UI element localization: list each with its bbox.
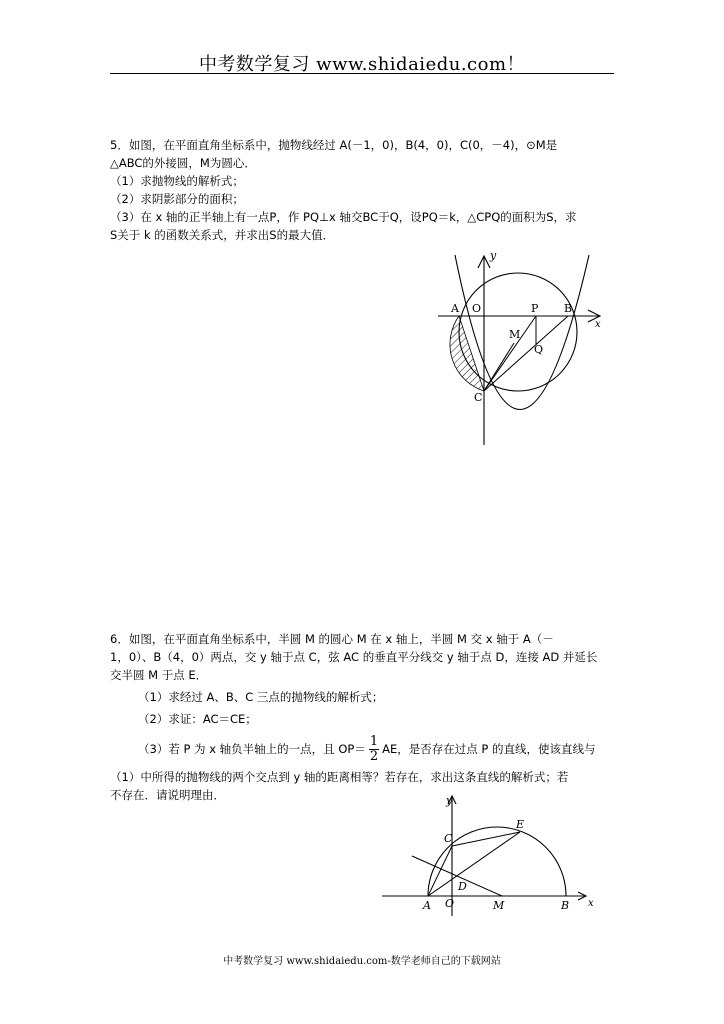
q6-figure	[376, 790, 608, 920]
label-point-c: C	[474, 391, 483, 404]
q5-line-2: △ABC的外接圆，M为圆心．	[110, 156, 256, 170]
page-header-title: 中考数学复习 www.shidaiedu.com！	[198, 54, 526, 75]
q5-line-4: （2）求阴影部分的面积；	[110, 192, 244, 206]
label-point-e: E	[516, 818, 525, 831]
label-point-b: B	[561, 899, 570, 912]
q6-line-6-start: （3）若 P 为 x 轴负半轴上的一点，且 OP＝	[138, 742, 366, 756]
q6-line-8: 不存在．请说明理由．	[110, 788, 225, 802]
q5-line-1: 5．如图，在平面直角坐标系中，抛物线经过 A(－1，0)，B(4，0)，C(0，－4)，⊙M是	[110, 138, 558, 152]
label-point-o: O	[445, 897, 455, 910]
q5-line-3: （1）求抛物线的解析式；	[110, 174, 244, 188]
q6-line-7: （1）中所得的抛物线的两个交点到 y 轴的距离相等？若存在，求出这条直线的解析式；若	[110, 770, 569, 784]
label-y-axis: y	[490, 249, 497, 262]
q5-figure	[428, 248, 612, 450]
fraction-numerator: 1	[369, 734, 379, 749]
shaded-region	[450, 316, 484, 391]
q6-line-6-end: AE，是否存在过点 P 的直线，使该直线与	[382, 742, 596, 756]
label-point-a: A	[423, 899, 431, 912]
label-point-b: B	[564, 302, 573, 315]
q6-line-6	[110, 734, 597, 764]
fraction-denominator: 2	[369, 749, 379, 764]
label-point-d: D	[458, 880, 467, 893]
segment-cb	[484, 316, 568, 391]
label-x-axis: x	[588, 898, 594, 909]
label-point-q: Q	[534, 343, 544, 356]
label-point-m: M	[509, 328, 521, 341]
label-y-axis: y	[446, 794, 453, 807]
q6-line-2: 1，0）、B（4，0）两点，交 y 轴于点 C，弦 AC 的垂直平分线交 y 轴于点 D，连接 AD 并延长	[110, 650, 598, 664]
q5-line-6: S关于 k 的函数关系式，并求出S的最大值．	[110, 228, 335, 242]
question-6	[110, 630, 597, 804]
label-point-a: A	[451, 302, 459, 315]
fraction-one-half	[369, 735, 379, 764]
header-divider	[110, 73, 614, 74]
perpendicular-bisector	[412, 856, 502, 896]
q6-line-3: 交半圆 M 于点 E．	[110, 668, 208, 682]
q6-line-1: 6．如图，在平面直角坐标系中，半圆 M 的圆心 M 在 x 轴上，半圆 M 交 x 轴于 A（－	[110, 632, 554, 646]
q5-line-5: （3）在 x 轴的正半轴上有一点P，作 PQ⊥x 轴交BC于Q，设PQ＝k，△CPQ的面积为S，求	[110, 210, 577, 224]
q6-line-5: （2）求证：AC＝CE；	[138, 712, 257, 726]
label-point-p: P	[531, 302, 539, 315]
page-footer: 中考数学复习 www.shidaiedu.com-数学老师自己的下载网站	[223, 956, 501, 967]
label-point-o: O	[472, 302, 482, 315]
label-x-axis: x	[595, 319, 601, 330]
label-point-c: C	[444, 832, 453, 845]
label-point-m: M	[493, 899, 505, 912]
chord-ac	[428, 846, 452, 896]
q6-line-4: （1）求经过 A、B、C 三点的抛物线的解析式；	[138, 690, 384, 704]
question-5	[110, 136, 577, 244]
